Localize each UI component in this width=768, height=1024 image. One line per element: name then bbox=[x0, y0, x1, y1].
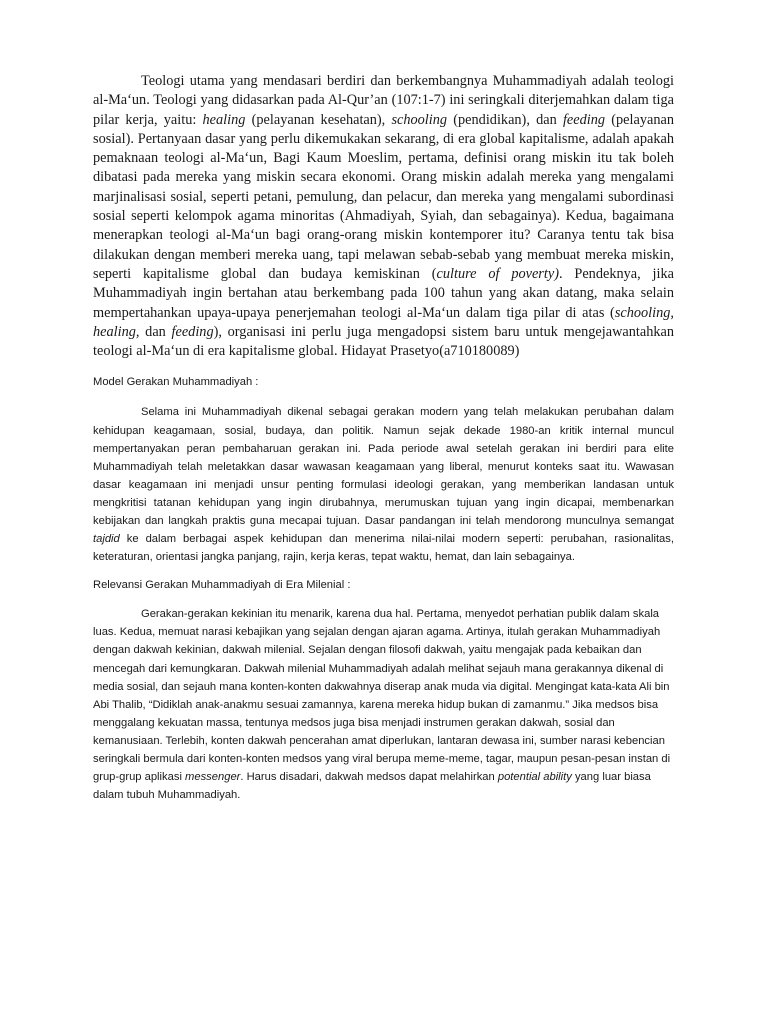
italic-run: schooling bbox=[391, 111, 448, 128]
text-run: Teologi utama yang mendasari berdiri dan berkembangnya Muhammadiyah adalah teologi al-Ma‘un. Teologi yang didasarkan pada Al-Qur’an (107:1-7) ini seringkali diterjemahkan dalam tiga pilar kerja, yaitu: bbox=[93, 73, 674, 128]
italic-run: tajdid bbox=[93, 533, 120, 546]
italic-run: culture of poverty) bbox=[436, 265, 559, 282]
italic-run: schooling, healing, bbox=[93, 304, 674, 340]
italic-run: messenger bbox=[185, 771, 241, 784]
document-page bbox=[93, 72, 674, 804]
heading-relevansi-gerakan: Relevansi Gerakan Muhammadiyah di Era Milenial : bbox=[93, 579, 351, 592]
text-run: Gerakan-gerakan kekinian itu menarik, karena dua hal. Pertama, menyedot perhatian publik dalam skala luas. Kedua, memuat narasi kebajikan yang sejalan dengan ajaran agama. Artinya, itulah gerakan Muhammadiyah dengan dakwah kekinian, dakwah milenial. Sejalan dengan filosofi dakwah, yaitu mengajak pada kebaikan dan mencegah dari kemungkaran. Dakwah milenial Muhammadiyah adalah melihat sejauh mana gerakannya dikenal di media sosial, dan sejauh mana konten-konten dakwahnya diserap anak muda via digital. Mengingat kata-kata Ali bin Abi Thalib, “Didiklah anak-anakmu sesuai zamannya, karena mereka hidup bukan di zamanmu.” Jika medsos bisa menggalang kekuatan massa, tentunya medsos juga bisa menjadi instrumen gerakan dakwah, sosial dan kemanusiaan. Terlebih, konten dakwah pencerahan amat diperlukan, lantaran dewasa ini, sumber narasi kebencian seringkali bermula dari konten-konten medsos yang viral berupa meme-meme, tagar, maupun pesan-pesan instan di grup-grup aplikasi bbox=[93, 608, 671, 784]
text-run: (pelayanan sosial). Pertanyaan dasar yang perlu dikemukakan sekarang, di era global kapitalisme, adalah apakah pemaknaan teologi al-Ma‘un, Bagi Kaum Moeslim, pertama, definisi orang miskin itu tak boleh dibatasi pada mereka yang miskin secara ekonomi. Orang miskin adalah mereka yang mengalami marjinalisasi sosial, seperti petani, pemulung, dan pelacur, dan mereka yang mengalami subordinasi sosial seperti kelompok agama minoritas (Ahmadiyah, Syiah, dan sebagainya). Kedua, bagaimana menerapkan teologi al-Ma‘un bagi orang-orang miskin kontemporer itu? Caranya tentu tak bisa dilakukan dengan memberi mereka uang, tapi melawan sebab-sebab yang membuat mereka miskin, seperti kapitalisme global dan budaya kemiskinan ( bbox=[93, 111, 674, 282]
paragraph-relevansi-gerakan bbox=[93, 605, 674, 804]
text-run: yang luar biasa dalam tubuh Muhammadiyah. bbox=[93, 771, 651, 802]
heading-model-gerakan: Model Gerakan Muhammadiyah : bbox=[93, 376, 259, 389]
text-run: ), organisasi ini perlu juga mengadopsi sistem baru untuk mengejawantahkan teologi al-Ma‘un di era kapitalisme global. Hidayat Prasetyo(a710180089) bbox=[93, 323, 674, 360]
paragraph-model-gerakan bbox=[93, 403, 674, 566]
text-run: . Pendeknya, jika Muhammadiyah ingin bertahan atau berkembang pada 100 tahun yang akan datang, maka selain mempertahankan upaya-upaya penerjemahan teologi al-Ma‘un dalam tiga pilar di atas ( bbox=[93, 265, 674, 321]
paragraph-teologi-al-maun bbox=[93, 72, 674, 361]
text-run: (pelayanan kesehatan), bbox=[245, 111, 392, 128]
italic-run: feeding bbox=[562, 111, 606, 128]
italic-run: feeding bbox=[171, 323, 214, 340]
text-run: ke dalam berbagai aspek kehidupan dan menerima nilai-nilai modern seperti: perubahan, rasionalitas, keteraturan, orientasi jangka panjang, rajin, kerja keras, tepat waktu, hemat, dan lain sebagainya. bbox=[93, 533, 674, 564]
text-run: (pendidikan), dan bbox=[447, 111, 563, 128]
text-run: dan bbox=[139, 323, 172, 340]
text-run: . Harus disadari, dakwah medsos dapat melahirkan bbox=[240, 771, 498, 784]
italic-run: healing bbox=[202, 111, 246, 128]
text-run: Selama ini Muhammadiyah dikenal sebagai gerakan modern yang telah melakukan perubahan dalam kehidupan keagamaan, sosial, budaya, dan politik. Namun sejak dekade 1980-an kritik internal muncul mempertanyakan peran pembaharuan gerakan ini. Pada periode awal setelah gerakan ini berdiri para elite Muhammadiyah telah meletakkan dasar wawasan keagamaan yang liberal, menurut konteks saat itu. Wawasan dasar keagamaan ini menjadi unsur penting formulasi ideologi gerakan, yang memberikan landasan untuk mengkritisi tatanan kehidupan yang ingin dirubahnya, merumuskan tujuan yang ingin dicapai, membenarkan kebijakan dan langkah praktis guna mecapai tujuan. Dasar pandangan ini telah mendorong munculnya semangat bbox=[93, 406, 674, 528]
italic-run: potential ability bbox=[497, 771, 572, 784]
